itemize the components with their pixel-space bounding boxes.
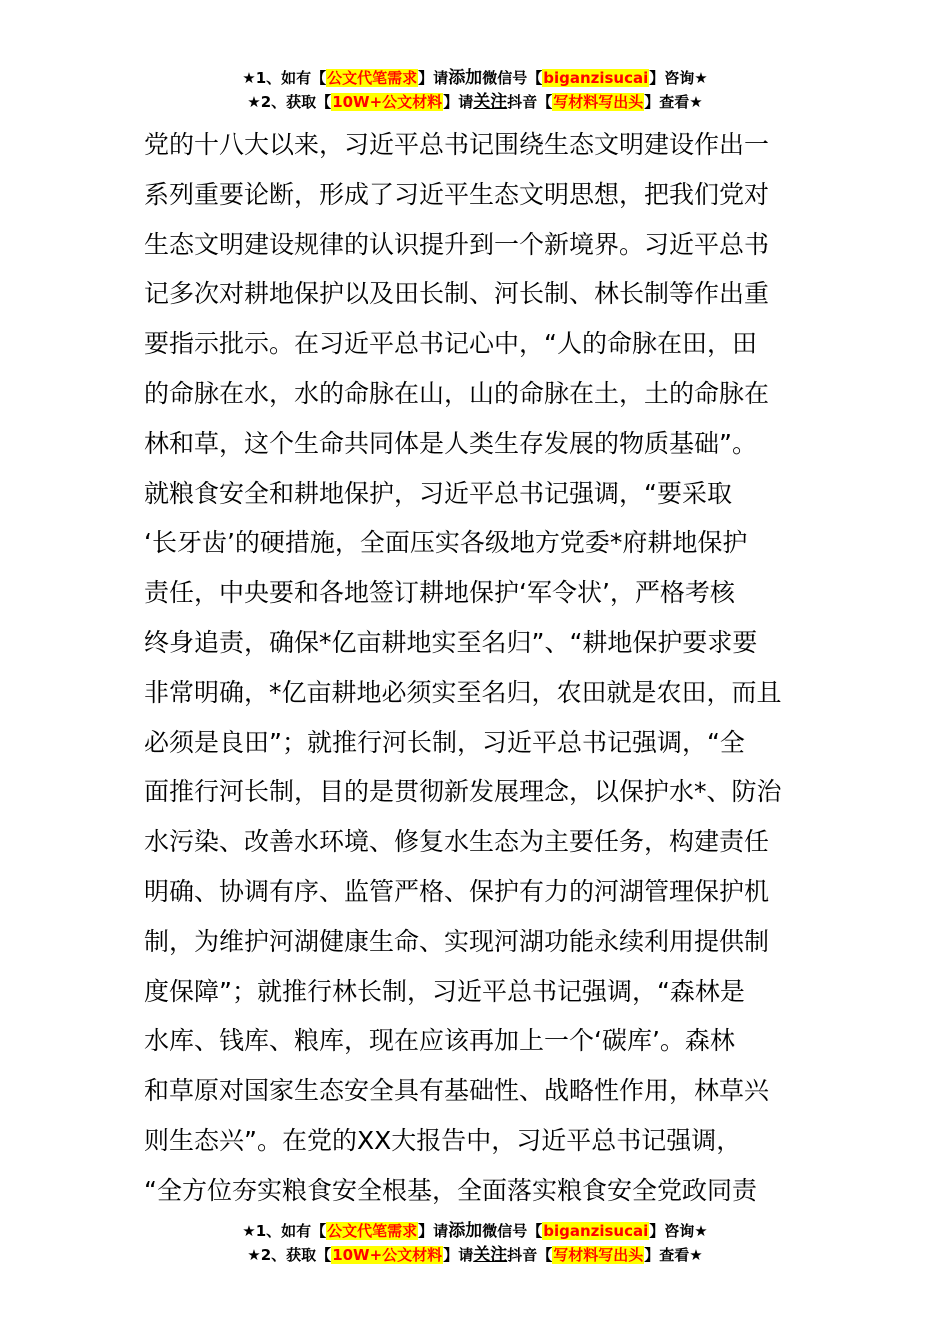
banner-text: 】请 — [443, 1246, 474, 1264]
body-line: 必须是良田”；就推行河长制，习近平总书记强调，“全 — [144, 727, 745, 757]
body-line: 就粮食安全和耕地保护，习近平总书记强调，“要采取 — [144, 478, 732, 508]
banner-line-2 — [0, 1243, 950, 1267]
banner-text: ★1、如有【 — [242, 1222, 327, 1240]
banner-text: 】咨询★ — [649, 1222, 708, 1240]
body-line: 要指示批示。在习近平总书记心中，“人的命脉在田，田 — [144, 329, 757, 359]
highlight-wechat-id: biganzisucai — [543, 1222, 649, 1240]
footer-banner — [0, 1219, 950, 1267]
body-line: 党的十八大以来，习近平总书记围绕生态文明建设作出一 — [144, 130, 770, 159]
body-line: 终身追责，确保*亿亩耕地实至名归”、“耕地保护要求要 — [144, 627, 758, 657]
banner-emphasis: 添加 — [448, 1221, 483, 1241]
body-line: 度保障”；就推行林长制，习近平总书记强调，“森林是 — [144, 976, 745, 1006]
header-banner — [0, 66, 950, 114]
banner-text: 微信号【 — [482, 69, 543, 87]
body-line: 和草原对国家生态安全具有基础性、战略性作用，林草兴 — [144, 1076, 770, 1106]
highlight-materials: 10W+公文材料 — [332, 1246, 443, 1264]
body-line: 非常明确，*亿亩耕地必须实至名归，农田就是农田，而且 — [144, 677, 782, 707]
highlight-service: 公文代笔需求 — [327, 1222, 418, 1240]
banner-text: 】查看★ — [644, 1246, 703, 1264]
document-body — [144, 120, 810, 1216]
body-line: 水污染、改善水环境、修复水生态为主要任务，构建责任 — [144, 827, 770, 857]
highlight-wechat-id: biganzisucai — [543, 69, 649, 87]
body-line: 记多次对耕地保护以及田长制、河长制、林长制等作出重 — [144, 279, 770, 309]
banner-emphasis: 添加 — [448, 68, 483, 88]
body-line: 水库、钱库、粮库，现在应该再加上一个‘碳库’。森林 — [144, 1026, 735, 1056]
banner-line-2 — [0, 90, 950, 114]
highlight-materials: 10W+公文材料 — [332, 93, 443, 111]
body-line: 则生态兴”。在党的XX大报告中，习近平总书记强调， — [144, 1125, 742, 1155]
banner-text: 】查看★ — [644, 93, 703, 111]
banner-line-1 — [0, 66, 950, 90]
banner-emphasis: 关注 — [473, 92, 508, 112]
body-line: 系列重要论断，形成了习近平生态文明思想，把我们党对 — [144, 179, 770, 209]
highlight-douyin: 写材料写出头 — [553, 93, 644, 111]
body-line: 制，为维护河湖健康生命、实现河湖功能永续利用提供制 — [144, 926, 770, 956]
banner-text: 】请 — [443, 93, 474, 111]
body-line: 的命脉在水，水的命脉在山，山的命脉在土，土的命脉在 — [144, 378, 770, 408]
highlight-service: 公文代笔需求 — [327, 69, 418, 87]
banner-text: ★2、获取【 — [247, 93, 332, 111]
banner-text: 抖音【 — [507, 93, 553, 111]
body-line: 生态文明建设规律的认识提升到一个新境界。习近平总书 — [144, 229, 770, 259]
body-line: 明确、协调有序、监管严格、保护有力的河湖管理保护机 — [144, 876, 770, 906]
banner-emphasis: 关注 — [473, 1245, 508, 1265]
body-line: ‘长牙齿’的硬措施，全面压实各级地方党委*府耕地保护 — [144, 528, 748, 558]
banner-text: 】咨询★ — [649, 69, 708, 87]
highlight-douyin: 写材料写出头 — [553, 1246, 644, 1264]
body-line: 林和草，这个生命共同体是人类生存发展的物质基础”。 — [144, 428, 757, 458]
banner-text: 】请 — [418, 1222, 449, 1240]
body-line: 面推行河长制，目的是贯彻新发展理念，以保护水*、防治 — [144, 777, 782, 807]
banner-line-1 — [0, 1219, 950, 1243]
banner-text: 微信号【 — [482, 1222, 543, 1240]
body-line: 责任，中央要和各地签订耕地保护‘军令状’，严格考核 — [144, 578, 735, 608]
body-line: “全方位夯实粮食安全根基，全面落实粮食安全党政同责 — [144, 1175, 757, 1205]
banner-text: ★1、如有【 — [242, 69, 327, 87]
banner-text: 】请 — [418, 69, 449, 87]
banner-text: 抖音【 — [507, 1246, 553, 1264]
banner-text: ★2、获取【 — [247, 1246, 332, 1264]
